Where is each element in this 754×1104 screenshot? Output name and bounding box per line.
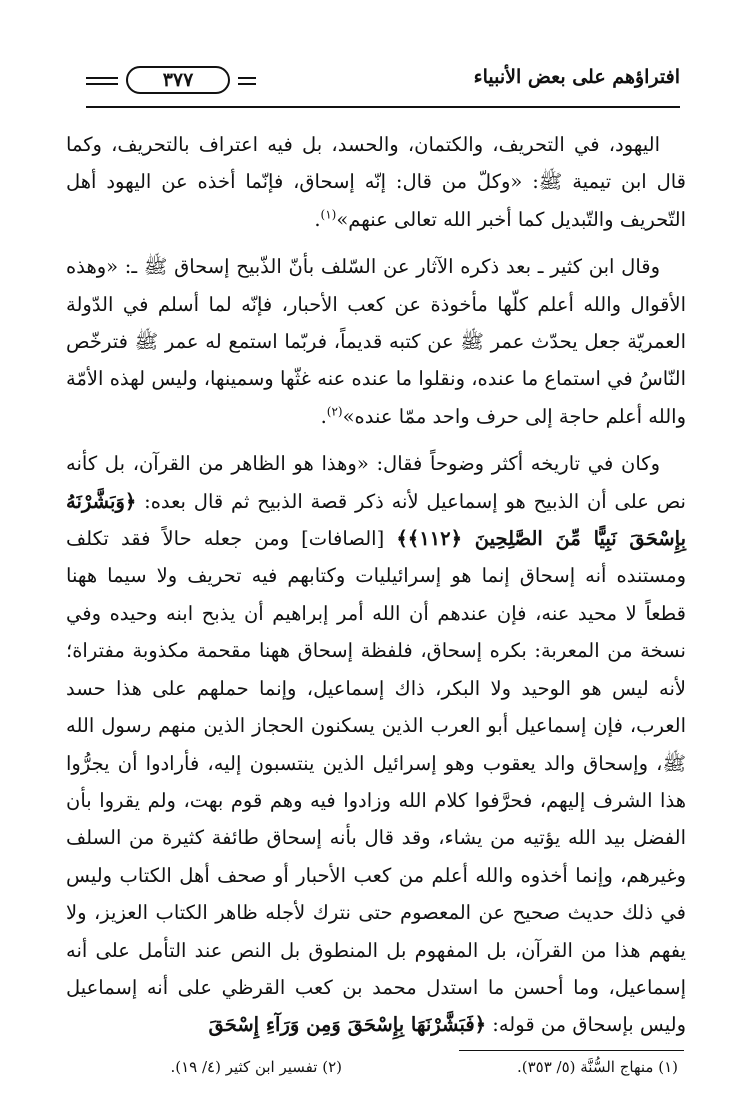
footnote-2: (٢) تفسير ابن كثير (٤/ ١٩).	[170, 1058, 342, 1076]
paragraph-text: وقال ابن كثير ـ بعد ذكره الآثار عن السّلف بأنّ الذّبيح إسحاق ﷺ ـ: «وهذه الأقوال والله أعلم كلّها مأخوذة عن كعب الأحبار، فإنّه لما أسلم في الدّولة العمريّة جعل يحدّث عمر ﷺ عن كتبه قديماً، فربّما استمع له عمر ﷺ فترخّص النّاسُ في استماع ما عنده، ونقلوا ما عنده عنه غثّها وسمينها، وليس لهذه الأمّة والله أعلم حاجة إلى حرف واحد ممّا عنده»	[66, 255, 686, 428]
paragraph-text: وكان في تاريخه أكثر وضوحاً فقال: «وهذا هو الظاهر من القرآن، بل كأنه نص على أن الذبيح هو إسماعيل لأنه ذكر قصة الذبيح ثم قال بعده:	[66, 452, 686, 513]
quran-verse: ﴿وَبَشَّرْنَهُ بِإِسْحَقَ نَبِيًّا مِّنَ الصَّلِحِينَ ﴿١١٢﴾﴾	[66, 489, 686, 551]
paragraph	[66, 126, 686, 238]
chapter-title: افتراؤهم على بعض الأنبياء	[473, 66, 680, 88]
page-number: ٣٧٧	[126, 66, 230, 94]
ornament-line	[238, 83, 256, 85]
quran-verse: ﴿فَبَشَّرْنَهَا بِإِسْحَقَ وَمِن وَرَآءِ إِسْحَقَ	[208, 1013, 487, 1037]
main-text	[66, 126, 686, 1044]
page-header	[86, 60, 680, 116]
paragraph	[66, 248, 686, 435]
paragraph	[66, 445, 686, 1044]
footnotes	[66, 1058, 682, 1098]
paragraph-text: اليهود، في التحريف، والكتمان، والحسد، بل فيه اعتراف بالتحريف، وكما قال ابن تيمية ﷺ: «وكلّ من قال: إنّه إسحاق، فإنّما أخذه عن اليهود أهل التّحريف والتّبديل كما أخبر الله تعالى عنهم»	[66, 133, 686, 231]
footnote-divider	[459, 1050, 684, 1051]
ornament-line	[86, 77, 118, 79]
paragraph-text: .	[314, 207, 321, 231]
header-divider	[86, 106, 680, 108]
footnote-1: (١) منهاج السُّنَّة (٥/ ٣٥٣).	[516, 1058, 678, 1076]
ornament-line	[238, 77, 256, 79]
footnote-reference: (٢)	[326, 404, 343, 419]
footnote-reference: (١)	[320, 207, 337, 222]
paragraph-text: .	[320, 404, 327, 428]
page-number-ornament	[86, 66, 256, 96]
ornament-line	[86, 83, 118, 85]
paragraph-text: [الصافات] ومن جعله حالاً فقد تكلف ومستنده أنه إسحاق إنما هو إسرائيليات وكتابهم فيه تحريف ولا سيما ههنا قطعاً لا محيد عنه، فإن عندهم أن الله أمر إبراهيم أن يذبح ابنه وحيده وفي نسخة من المعربة: بكره إسحاق، فلفظة إسحاق ههنا مقحمة مكذوبة مفتراة؛ لأنه ليس هو الوحيد ولا البكر، ذاك إسماعيل، وإنما حملهم على هذا حسد العرب، فإن إسماعيل أبو العرب الذين يسكنون الحجاز الذين منهم رسول الله ﷺ، وإسحاق والد يعقوب وهو إسرائيل الذين ينتسبون إليه، فأرادوا أن يجرُّوا هذا الشرف إليهم، فحرَّفوا كلام الله وزادوا فيه وهم قوم بهت، ولم يقروا بأن الفضل بيد الله يؤتيه من يشاء، وقد قال بأنه إسحاق طائفة كثيرة من السلف وغيرهم، وإنما أخذوه والله أعلم من كعب الأحبار أو صحف أهل الكتاب وليس في ذلك حديث صحيح عن المعصوم حتى نترك لأجله ظاهر الكتاب العزيز، ولا يفهم هذا من القرآن، بل المفهوم بل المنطوق بل النص عند التأمل على أنه إسماعيل، وما أحسن ما استدل محمد بن كعب القرظي على أنه إسماعيل وليس بإسحاق من قوله:	[66, 527, 686, 1037]
